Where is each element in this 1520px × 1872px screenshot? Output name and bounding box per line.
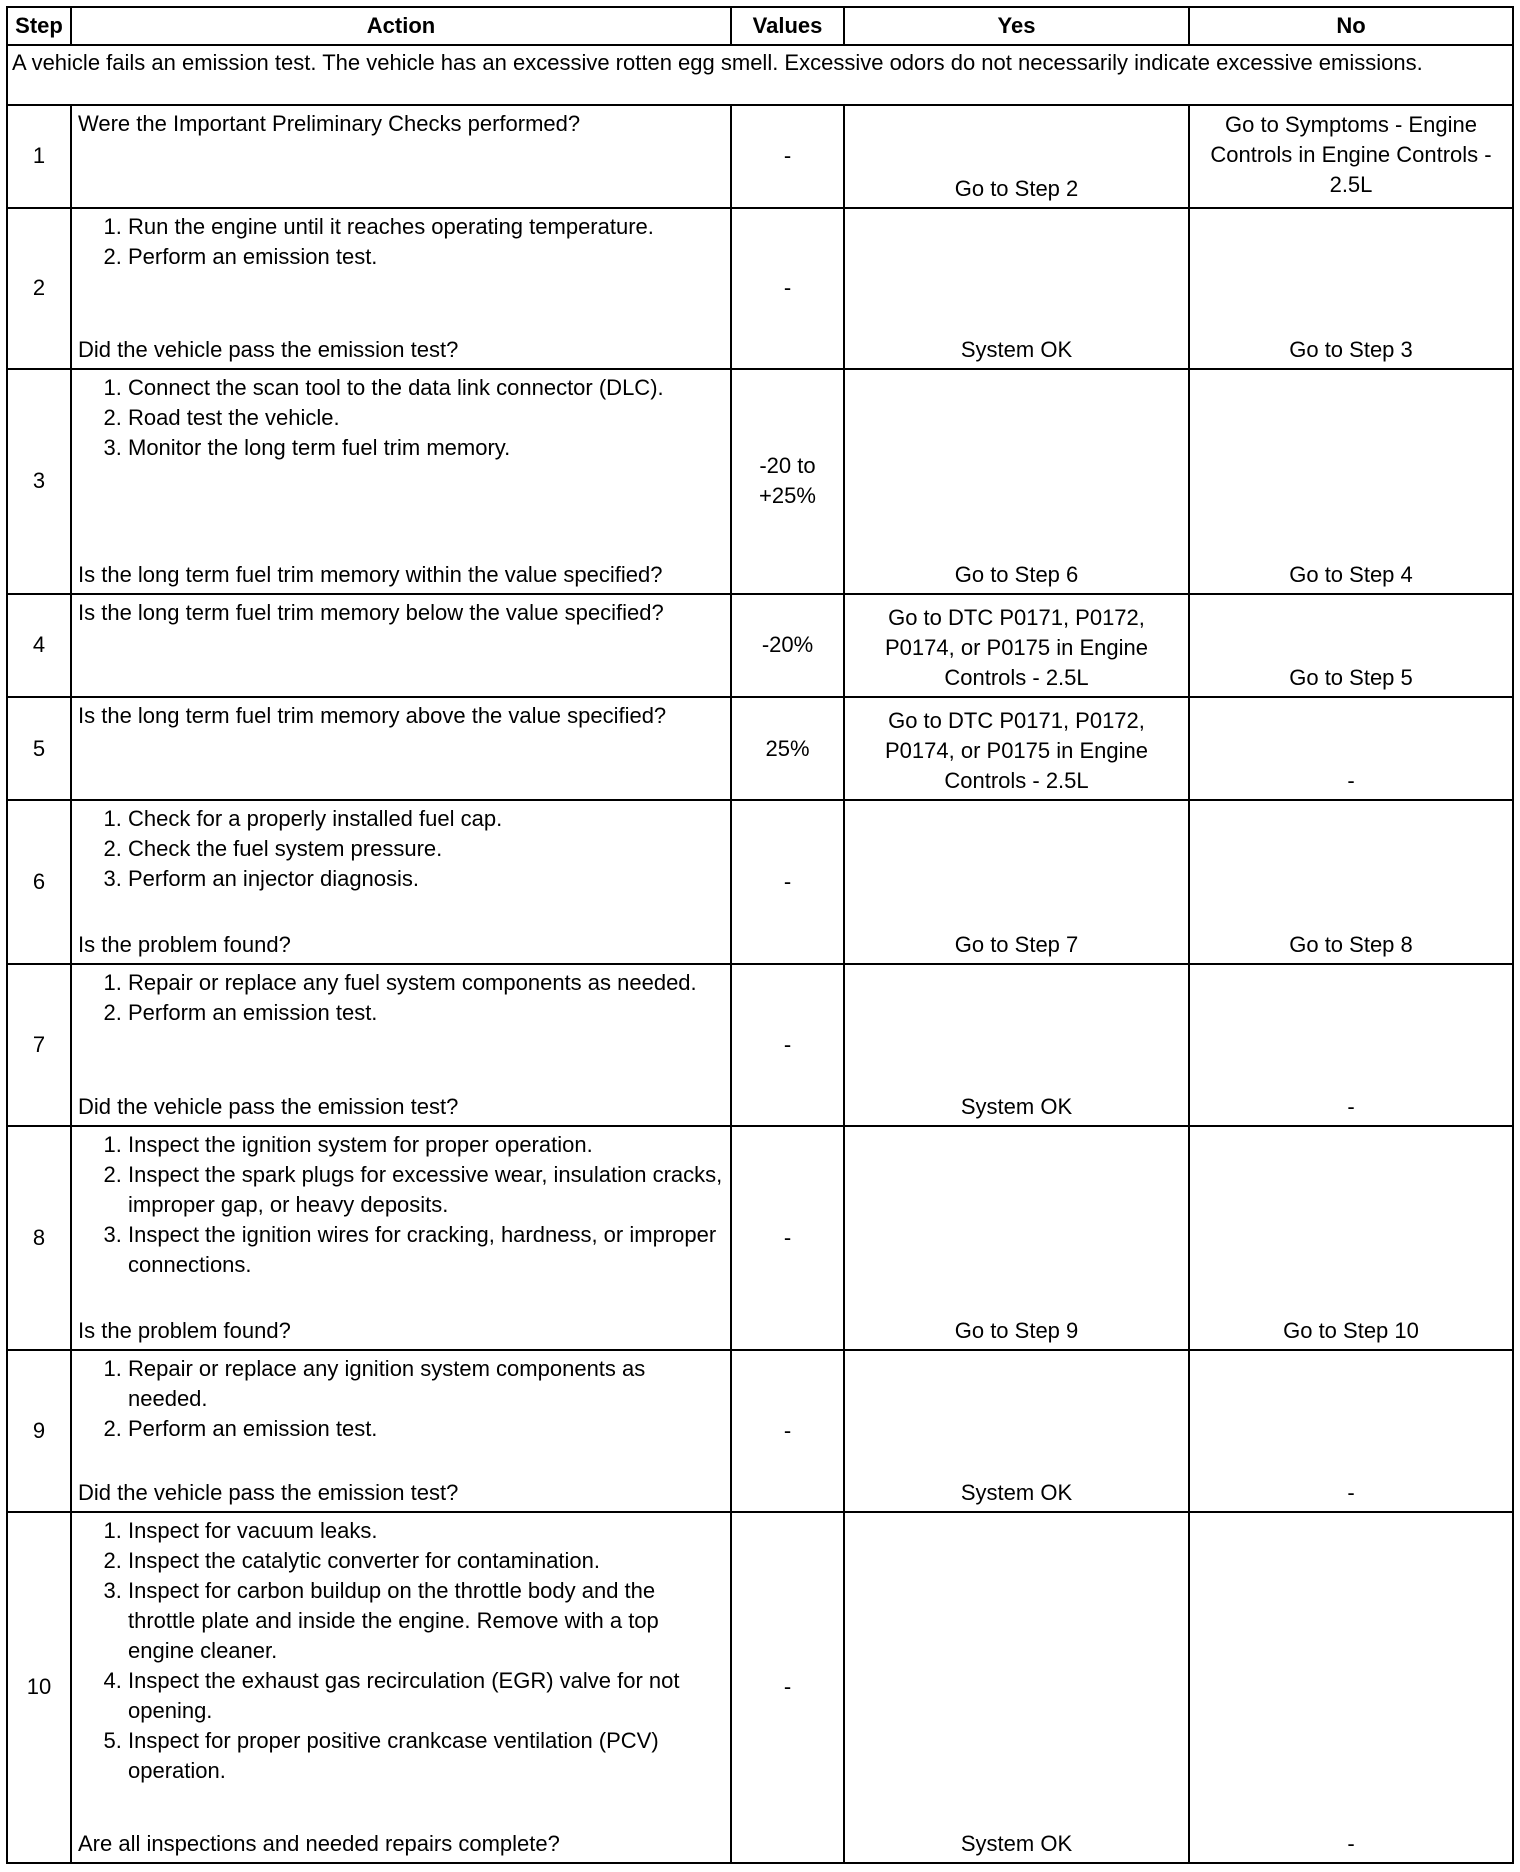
action-question: Is the problem found?	[78, 1318, 291, 1344]
action-content	[78, 1130, 724, 1347]
action-step: 1. Check for a properly installed fuel cap.	[128, 804, 724, 834]
action-question: Are all inspections and needed repairs complete?	[78, 1831, 560, 1856]
yes-cell: System OK	[844, 208, 1189, 370]
action-cell	[71, 594, 731, 697]
intro-row	[7, 45, 1513, 105]
action-cell	[71, 1350, 731, 1512]
action-content	[78, 1354, 724, 1508]
action-cell	[71, 1512, 731, 1863]
action-step: 2. Road test the vehicle.	[128, 403, 724, 433]
action-question: Is the long term fuel trim memory below the value specified?	[78, 599, 664, 625]
action-step: 3. Inspect the ignition wires for cracking, hardness, or improper connections.	[128, 1220, 724, 1280]
action-question: Did the vehicle pass the emission test?	[78, 1479, 459, 1505]
header-no: No	[1189, 7, 1513, 45]
yes-cell: Go to Step 9	[844, 1126, 1189, 1351]
value-cell: -	[731, 1126, 844, 1351]
no-cell: Go to Step 3	[1189, 208, 1513, 370]
header-values: Values	[731, 7, 844, 45]
action-step: 2. Check the fuel system pressure.	[128, 834, 724, 864]
table-row	[7, 105, 1513, 207]
header-step: Step	[7, 7, 71, 45]
step-number: 8	[7, 1126, 71, 1351]
step-number: 6	[7, 800, 71, 964]
header-row	[7, 7, 1513, 45]
step-number: 3	[7, 369, 71, 594]
action-steps-list	[78, 212, 724, 272]
action-cell	[71, 1126, 731, 1351]
action-content	[78, 373, 724, 590]
yes-cell: Go to Step 7	[844, 800, 1189, 964]
header-action: Action	[71, 7, 731, 45]
action-step: 1. Inspect for vacuum leaks.	[128, 1516, 724, 1546]
diagnostic-table	[6, 6, 1514, 1864]
header-yes: Yes	[844, 7, 1189, 45]
action-content	[78, 1516, 724, 1859]
action-step: 3. Inspect for carbon buildup on the throttle body and the throttle plate and inside the engine. Remove with a top engine cleaner.	[128, 1576, 724, 1666]
step-number: 9	[7, 1350, 71, 1512]
value-cell: -20%	[731, 594, 844, 697]
action-content	[78, 212, 724, 366]
action-step: 2. Inspect the spark plugs for excessive wear, insulation cracks, improper gap, or heavy deposits.	[128, 1160, 724, 1220]
action-step: 3. Perform an injector diagnosis.	[128, 864, 724, 894]
value-cell: -	[731, 964, 844, 1126]
action-cell	[71, 800, 731, 964]
action-steps-list	[78, 804, 724, 894]
action-cell	[71, 208, 731, 370]
value-cell: -	[731, 105, 844, 207]
no-cell: -	[1189, 1350, 1513, 1512]
action-step: 2. Perform an emission test.	[128, 242, 724, 272]
table-row	[7, 964, 1513, 1126]
step-number: 4	[7, 594, 71, 697]
no-cell: -	[1189, 964, 1513, 1126]
value-cell: -	[731, 208, 844, 370]
table-row	[7, 1512, 1513, 1863]
action-question: Did the vehicle pass the emission test?	[78, 337, 459, 363]
no-cell: Go to Step 4	[1189, 369, 1513, 594]
yes-cell: System OK	[844, 964, 1189, 1126]
value-cell: -	[731, 1512, 844, 1863]
no-cell: Go to Step 5	[1189, 594, 1513, 697]
table-row	[7, 697, 1513, 800]
step-number: 2	[7, 208, 71, 370]
action-steps-list	[78, 1130, 724, 1280]
action-steps-list	[78, 968, 724, 1028]
action-steps-list	[78, 373, 724, 463]
no-cell: -	[1189, 1512, 1513, 1863]
action-content	[78, 804, 724, 960]
action-cell	[71, 369, 731, 594]
no-cell: Go to Step 8	[1189, 800, 1513, 964]
table-row	[7, 800, 1513, 964]
action-cell	[71, 105, 731, 207]
action-steps-list	[78, 1516, 724, 1786]
action-step: 5. Inspect for proper positive crankcase ventilation (PCV) operation.	[128, 1726, 724, 1786]
yes-cell: Go to Step 6	[844, 369, 1189, 594]
action-step: 2. Perform an emission test.	[128, 1414, 724, 1444]
action-step: 1. Inspect the ignition system for proper operation.	[128, 1130, 724, 1160]
action-question: Is the problem found?	[78, 931, 291, 957]
table-body	[7, 45, 1513, 1863]
action-cell	[71, 964, 731, 1126]
step-number: 5	[7, 697, 71, 800]
value-cell: -20 to +25%	[731, 369, 844, 594]
no-cell: Go to Symptoms - Engine Controls in Engine Controls - 2.5L	[1189, 105, 1513, 207]
step-number: 7	[7, 964, 71, 1126]
intro-text: A vehicle fails an emission test. The vehicle has an excessive rotten egg smell. Excessive odors do not necessarily indicate excessive emissions.	[7, 45, 1513, 105]
table-row	[7, 208, 1513, 370]
action-question: Were the Important Preliminary Checks performed?	[78, 111, 581, 137]
action-steps-list	[78, 1354, 724, 1444]
action-step: 1. Repair or replace any ignition system components as needed.	[128, 1354, 724, 1414]
yes-cell: Go to Step 2	[844, 105, 1189, 207]
value-cell: -	[731, 800, 844, 964]
table-row	[7, 369, 1513, 594]
action-step: 3. Monitor the long term fuel trim memory.	[128, 433, 724, 463]
value-cell: 25%	[731, 697, 844, 800]
yes-cell: Go to DTC P0171, P0172, P0174, or P0175 in Engine Controls - 2.5L	[844, 594, 1189, 697]
action-step: 2. Inspect the catalytic converter for contamination.	[128, 1546, 724, 1576]
table-row	[7, 1126, 1513, 1351]
table-row	[7, 1350, 1513, 1512]
action-content	[78, 968, 724, 1122]
no-cell: Go to Step 10	[1189, 1126, 1513, 1351]
step-number: 1	[7, 105, 71, 207]
action-step: 2. Perform an emission test.	[128, 998, 724, 1028]
no-cell: -	[1189, 697, 1513, 800]
action-question: Is the long term fuel trim memory within the value specified?	[78, 561, 663, 587]
action-step: 1. Repair or replace any fuel system components as needed.	[128, 968, 724, 998]
step-number: 10	[7, 1512, 71, 1863]
action-step: 1. Run the engine until it reaches operating temperature.	[128, 212, 724, 242]
yes-cell: System OK	[844, 1512, 1189, 1863]
table-row	[7, 594, 1513, 697]
action-cell	[71, 697, 731, 800]
value-cell: -	[731, 1350, 844, 1512]
yes-cell: System OK	[844, 1350, 1189, 1512]
action-question: Is the long term fuel trim memory above the value specified?	[78, 703, 667, 729]
action-step: 1. Connect the scan tool to the data link connector (DLC).	[128, 373, 724, 403]
action-question: Did the vehicle pass the emission test?	[78, 1093, 459, 1119]
action-step: 4. Inspect the exhaust gas recirculation (EGR) valve for not opening.	[128, 1666, 724, 1726]
yes-cell: Go to DTC P0171, P0172, P0174, or P0175 in Engine Controls - 2.5L	[844, 697, 1189, 800]
